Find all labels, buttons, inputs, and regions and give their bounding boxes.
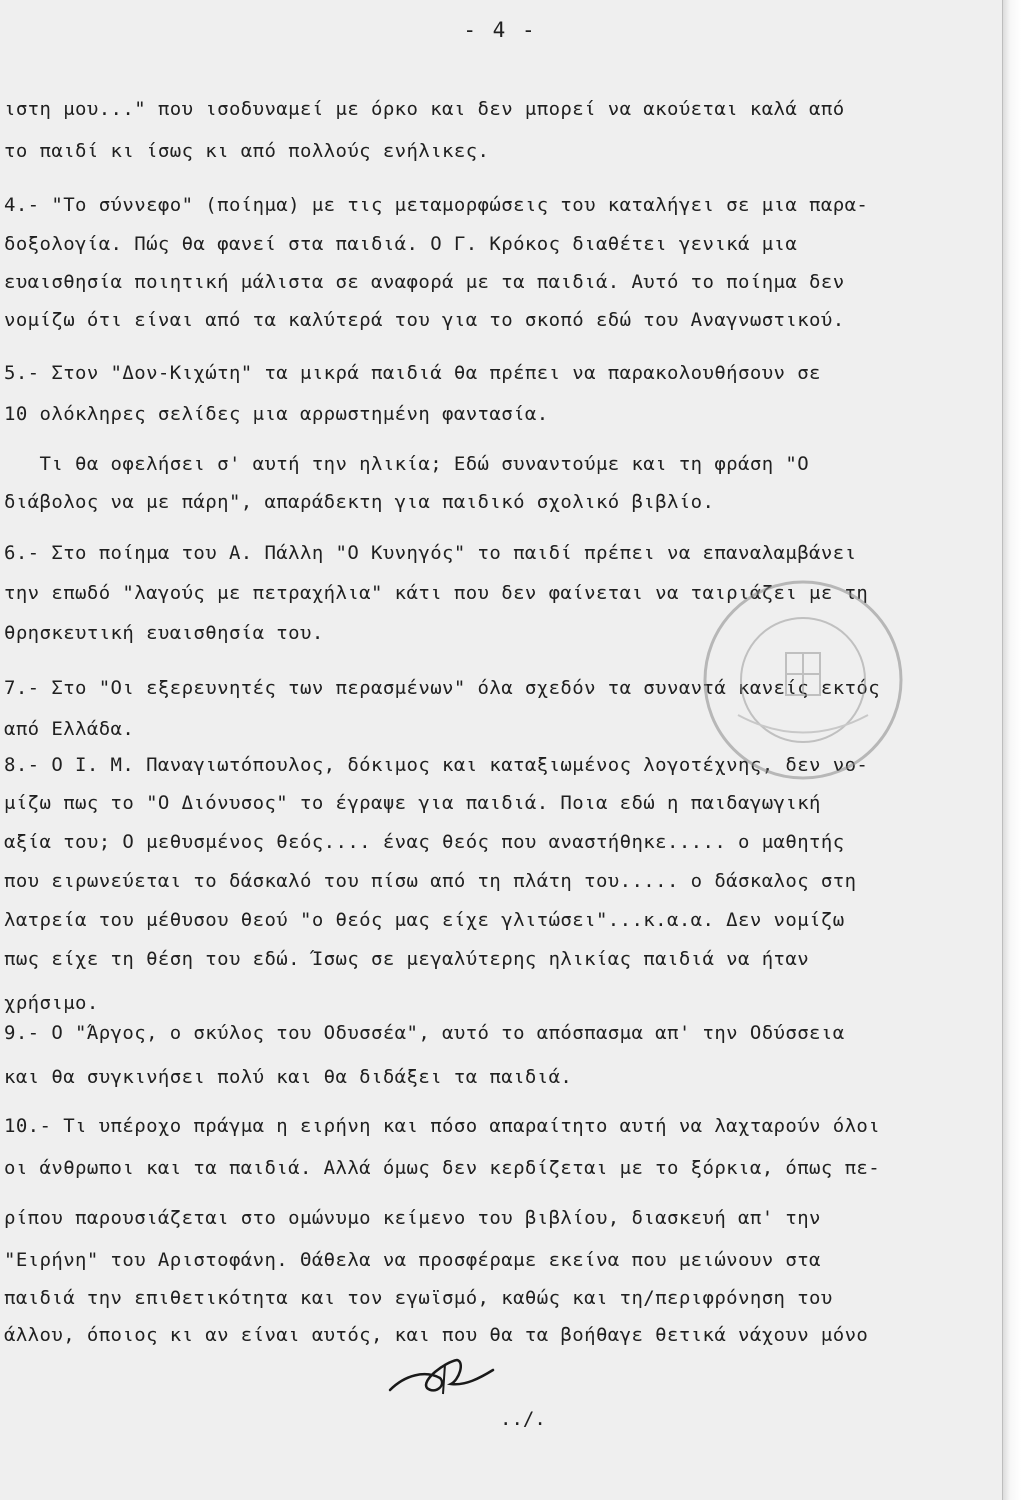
page-edge-shadow — [1002, 0, 1021, 1500]
text-line: την επωδό "λαγούς με πετραχήλια" κάτι που δεν φαίνεται να ταιριάζει με τη — [4, 582, 869, 604]
text-line: ρίπου παρουσιάζεται στο ομώνυμο κείμενο του βιβλίου, διασκευή απ' την — [4, 1207, 821, 1229]
text-line: "Ειρήνη" του Αριστοφάνη. Θάθελα να προσφέραμε εκείνα που μειώνουν στα — [4, 1249, 821, 1271]
text-line: Τι θα οφελήσει σ' αυτή την ηλικία; Εδώ συναντούμε και τη φράση "Ο — [4, 453, 810, 475]
text-line: χρήσιμο. — [4, 992, 99, 1014]
text-line: νομίζω ότι είναι από τα καλύτερά του για το σκοπό εδώ του Αναγνωστικού. — [4, 309, 845, 331]
text-line: και θα συγκινήσει πολύ και θα διδάξει τα παιδιά. — [4, 1066, 573, 1088]
text-line: διάβολος να με πάρη", απαράδεκτη για παιδικό σχολικό βιβλίο. — [4, 491, 715, 513]
text-line: λατρεία του μέθυσου θεού "ο θεός μας είχε γλιτώσει"...κ.α.α. Δεν νομίζω — [4, 909, 845, 931]
text-line: 10.- Τι υπέροχο πράγμα η ειρήνη και πόσο απαραίτητο αυτή να λαχταρούν όλοι — [4, 1115, 881, 1137]
text-line: το παιδί κι ίσως κι από πολλούς ενήλικες. — [4, 140, 490, 162]
text-line: θρησκευτική ευαισθησία του. — [4, 622, 324, 644]
text-line: άλλου, όποιος κι αν είναι αυτός, και που θα τα βοήθαγε θετικά νάχουν μόνο — [4, 1324, 869, 1346]
text-line: παιδιά την επιθετικότητα και τον εγωϊσμό, καθώς και τη/περιφρόνηση του — [4, 1287, 833, 1309]
text-line: 6.- Στο ποίημα του Α. Πάλλη "Ο Κυνηγός" το παιδί πρέπει να επαναλαμβάνει — [4, 542, 857, 564]
text-line: 8.- Ο Ι. Μ. Παναγιωτόπουλος, δόκιμος και καταξιωμένος λογοτέχνης, δεν νο- — [4, 754, 869, 776]
official-stamp — [698, 575, 908, 789]
text-line: αξία του; Ο μεθυσμένος θεός.... ένας θεός που αναστήθηκε..... ο μαθητής — [4, 831, 845, 853]
page-number: - 4 - — [463, 18, 537, 42]
text-line: 4.- "Το σύννεφο" (ποίημα) με τις μεταμορφώσεις του καταλήγει σε μια παρα- — [4, 194, 869, 216]
text-line: 9.- Ο "Άργος, ο σκύλος του Οδυσσέα", αυτό το απόσπασμα απ' την Οδύσσεια — [4, 1022, 845, 1044]
text-line: 5.- Στον "Δον-Κιχώτη" τα μικρά παιδιά θα πρέπει να παρακολουθήσουν σε — [4, 362, 821, 384]
continuation-mark: ../. — [500, 1408, 546, 1430]
text-line: οι άνθρωποι και τα παιδιά. Αλλά όμως δεν κερδίζεται με το ξόρκια, όπως πε- — [4, 1157, 881, 1179]
handwritten-signature — [385, 1350, 505, 1414]
text-line: που ειρωνεύεται το δάσκαλό του πίσω από τη πλάτη του..... ο δάσκαλος στη — [4, 870, 857, 892]
text-line: από Ελλάδα. — [4, 718, 135, 740]
text-line: ιστη μου..." που ισοδυναμεί με όρκο και δεν μπορεί να ακούεται καλά από — [4, 98, 845, 120]
text-line: ευαισθησία ποιητική μάλιστα σε αναφορά με τα παιδιά. Αυτό το ποίημα δεν — [4, 271, 845, 293]
text-line: δοξολογία. Πώς θα φανεί στα παιδιά. Ο Γ. Κρόκος διαθέτει γενικά μια — [4, 233, 798, 255]
text-line: 10 ολόκληρες σελίδες μια αρρωστημένη φαντασία. — [4, 403, 549, 425]
text-line: μίζω πως το "Ο Διόνυσος" το έγραψε για παιδιά. Ποια εδώ η παιδαγωγική — [4, 792, 821, 814]
text-line: 7.- Στο "Οι εξερευνητές των περασμένων" όλα σχεδόν τα συναντά κανείς εκτός — [4, 677, 881, 699]
text-line: πως είχε τη θέση του εδώ. Ίσως σε μεγαλύτερης ηλικίας παιδιά να ήταν — [4, 948, 810, 970]
